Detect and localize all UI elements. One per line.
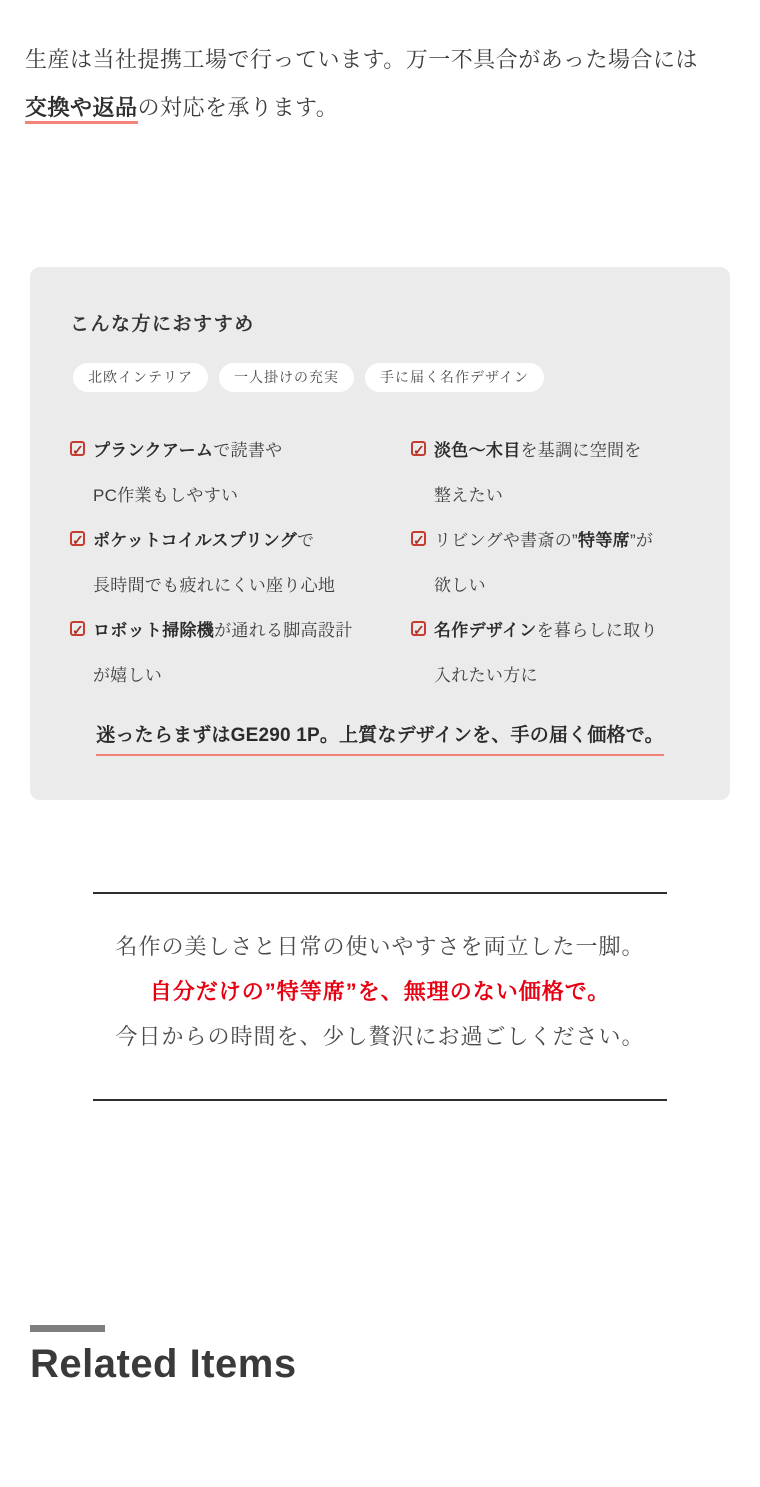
related-items-section <box>30 1325 760 1387</box>
check-item-line1: プランクアームで読書や <box>93 441 283 460</box>
check-icon: ✓ <box>413 532 425 548</box>
checkbox-checked-icon <box>411 441 426 456</box>
check-item-text <box>434 518 653 608</box>
related-items-title: Related Items <box>30 1342 297 1386</box>
exchange-return-emphasis: 交換や返品 <box>25 95 138 124</box>
check-icon: ✓ <box>413 622 425 638</box>
divider-bottom <box>93 1099 667 1101</box>
check-item-line2: 入れたい方に <box>434 666 538 685</box>
check-item-line1: 淡色〜木目を基調に空間を <box>434 441 642 460</box>
check-item-line1: 名作デザインを暮らしに取り <box>434 621 658 640</box>
check-icon: ✓ <box>413 442 425 458</box>
list-item <box>411 428 710 518</box>
list-item <box>70 428 411 518</box>
tag-single-seat: 一人掛けの充実 <box>219 363 354 392</box>
checkbox-checked-icon <box>70 621 85 636</box>
closing-body <box>93 894 667 1099</box>
closing-line-2-highlight: 自分だけの”特等席”を、無理のない価格で。 <box>149 979 611 1004</box>
closing-line-1: 名作の美しさと日常の使いやすさを両立した一脚。 <box>115 934 645 959</box>
check-item-text <box>93 428 282 518</box>
check-item-text <box>93 518 335 608</box>
list-item <box>411 518 710 608</box>
checklist <box>70 428 710 698</box>
checkbox-checked-icon <box>70 531 85 546</box>
check-item-text <box>434 428 642 518</box>
check-item-line2: 欲しい <box>434 576 486 595</box>
check-item-line2: 整えたい <box>434 486 504 505</box>
recommend-box-footer <box>30 720 730 756</box>
production-note <box>0 0 760 132</box>
check-item-text <box>434 608 658 698</box>
check-icon: ✓ <box>72 622 84 638</box>
list-item <box>411 608 710 698</box>
list-item <box>70 608 411 698</box>
tag-affordable-masterpiece: 手に届く名作デザイン <box>365 363 544 392</box>
check-item-line2: PC作業もしやすい <box>93 486 239 505</box>
checkbox-checked-icon <box>411 621 426 636</box>
tag-list <box>73 363 730 392</box>
checkbox-checked-icon <box>70 441 85 456</box>
closing-line-3: 今日からの時間を、少し贅沢にお過ごしください。 <box>115 1024 645 1049</box>
check-icon: ✓ <box>72 442 84 458</box>
checkbox-checked-icon <box>411 531 426 546</box>
check-icon: ✓ <box>72 532 84 548</box>
check-item-line2: 長時間でも疲れにくい座り心地 <box>93 576 336 595</box>
production-note-line2-rest: の対応を承ります。 <box>137 95 339 120</box>
tag-scandinavian-interior: 北欧インテリア <box>73 363 208 392</box>
check-item-text <box>93 608 353 698</box>
section-divider-bar <box>30 1325 105 1332</box>
check-item-line1: リビングや書斎の”特等席”が <box>434 531 654 550</box>
check-item-line2: が嬉しい <box>93 666 163 685</box>
recommend-box-footer-text: 迷ったらまずはGE290 1P。上質なデザインを、手の届く価格で。 <box>96 720 664 756</box>
check-item-line1: ポケットコイルスプリングで <box>93 531 315 550</box>
list-item <box>70 518 411 608</box>
recommend-box-title: こんな方におすすめ <box>70 314 255 335</box>
check-item-line1: ロボット掃除機が通れる脚高設計 <box>93 621 353 640</box>
closing-message <box>93 892 667 1101</box>
production-note-line1: 生産は当社提携工場で行っています。万一不具合があった場合には <box>25 47 699 72</box>
recommend-box <box>30 267 730 800</box>
